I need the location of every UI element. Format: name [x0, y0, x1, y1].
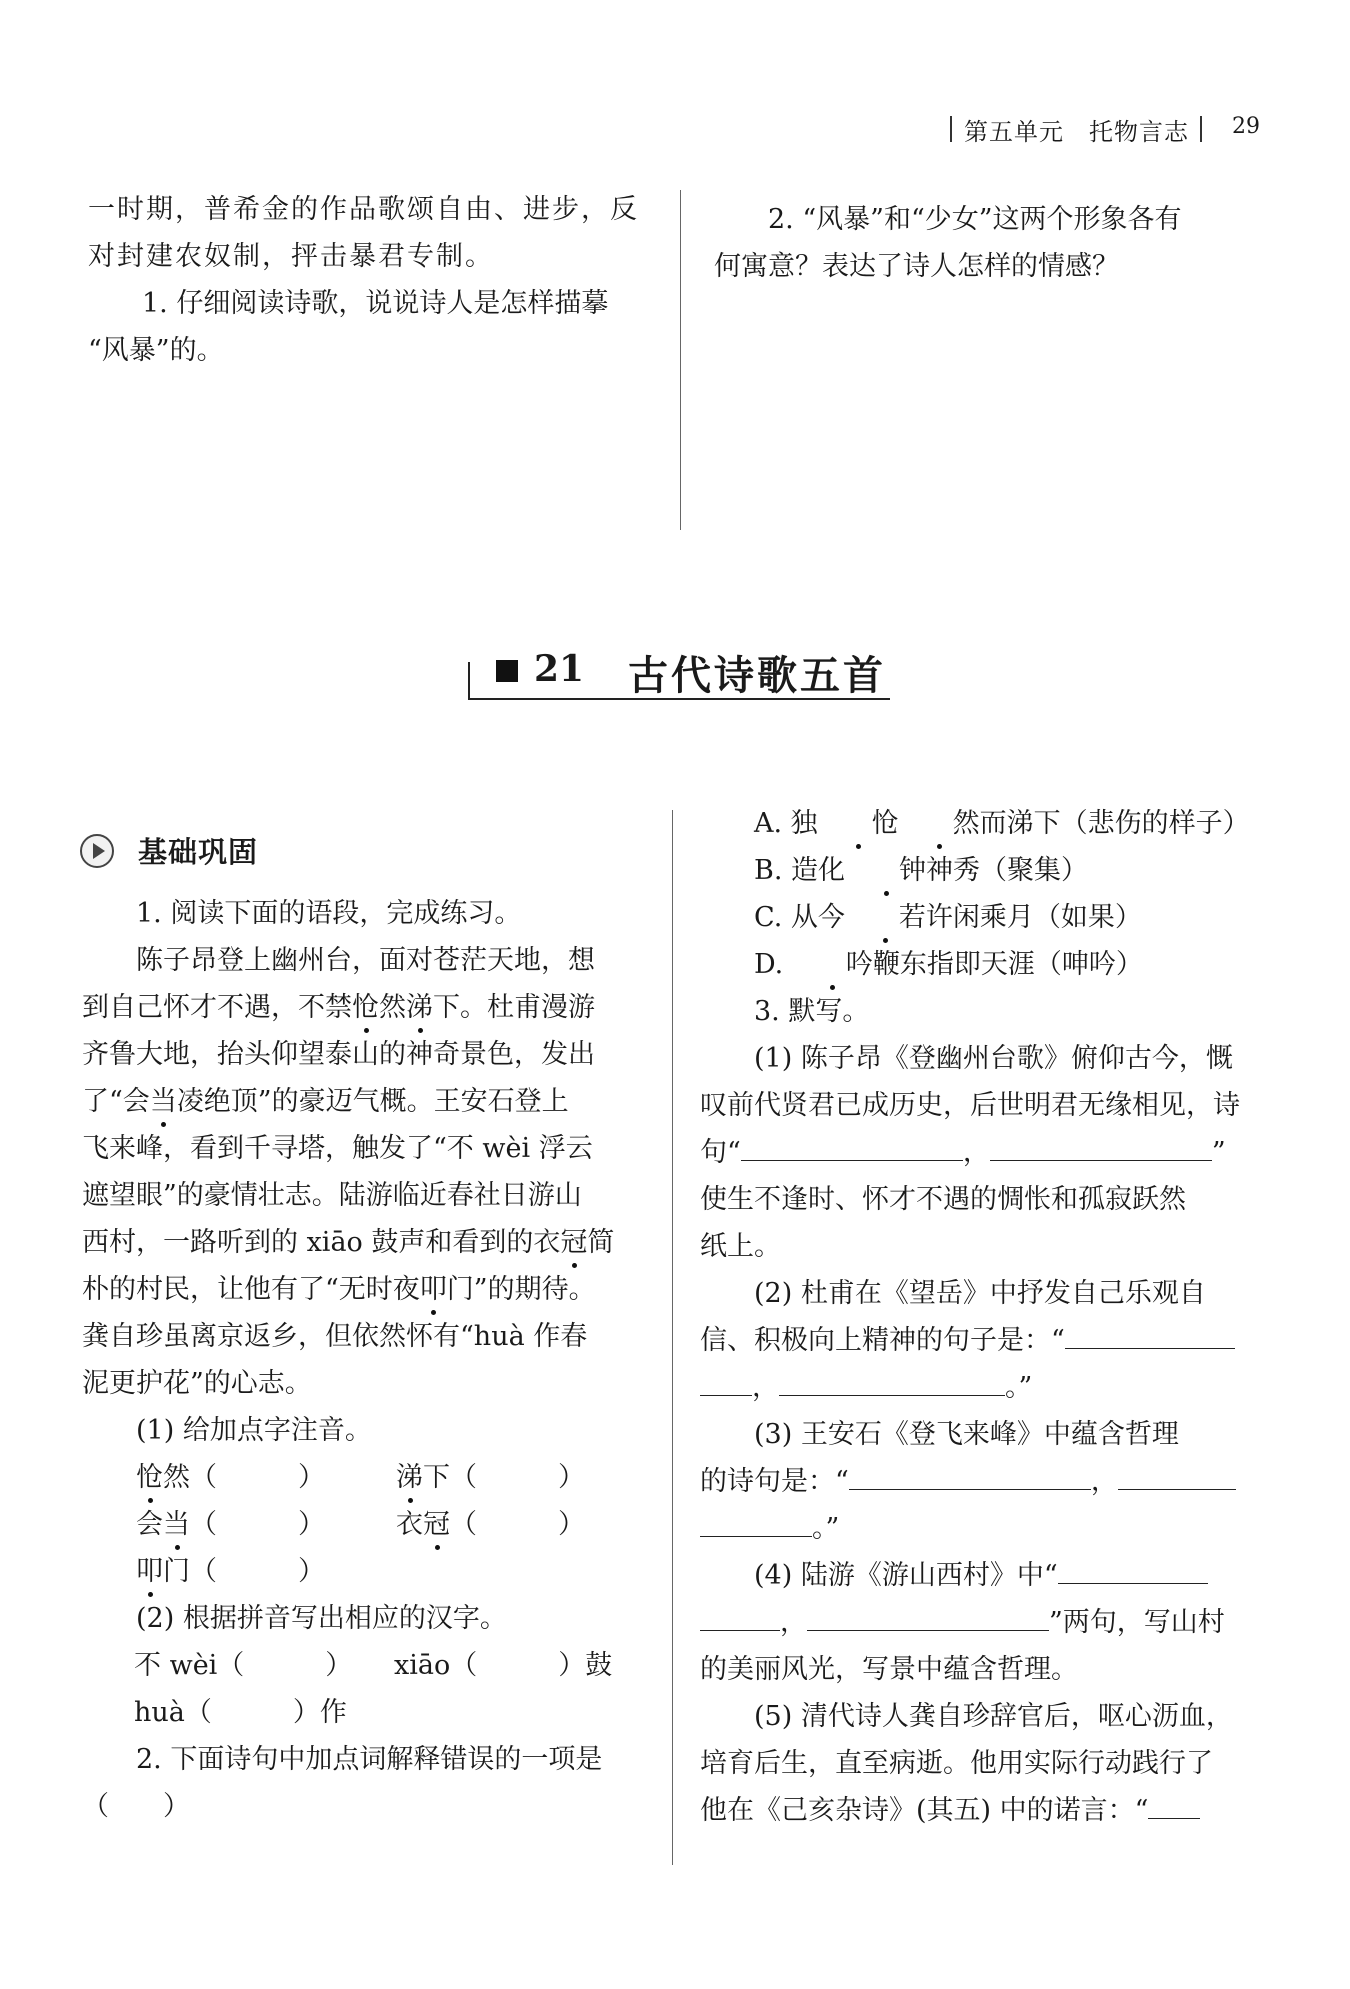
fill-blank[interactable] — [849, 1461, 1091, 1490]
text: 的诗句是：“ — [700, 1466, 849, 1497]
text: ” — [1211, 1137, 1226, 1168]
text-line: “风暴”的。 — [88, 335, 224, 366]
text: 朴的村民，让他有了“无时夜 — [82, 1274, 420, 1305]
play-circle-icon — [80, 834, 114, 868]
text: 了“会 — [82, 1086, 150, 1117]
text-line: 培育后生，直至病逝。他用实际行动践行了 — [700, 1748, 1213, 1779]
fill-line — [700, 1129, 1290, 1176]
fill-line — [700, 1787, 1290, 1834]
fill-line — [700, 1458, 1290, 1505]
passage-line — [82, 1078, 662, 1125]
text-line: (3) 王安石《登飞来峰》中蕴含哲理 — [754, 1419, 1179, 1450]
chapter-heading — [468, 640, 888, 700]
fill-blank[interactable] — [1058, 1555, 1208, 1584]
passage-line: 龚自珍虽离京返乡，但依然怀有“huà 作春 — [82, 1321, 588, 1352]
fill-blank[interactable] — [700, 1367, 752, 1396]
sub-question-2: (2) 根据拼音写出相应的汉字。 — [136, 1603, 507, 1634]
text: 简 — [587, 1227, 615, 1258]
exercise-2: 2. 下面诗句中加点词解释错误的一项是 — [136, 1744, 603, 1775]
unit-title: 第五单元 托物言志 — [964, 118, 1189, 146]
pinyin-row — [82, 1454, 662, 1501]
answer-slot[interactable]: 然（ ） — [163, 1462, 325, 1493]
dotted-char: 然 — [899, 800, 980, 847]
option-a — [700, 800, 1290, 847]
dotted-char: 当 — [163, 1501, 190, 1548]
text-line: 的美丽风光，写景中蕴含哲理。 — [700, 1654, 1078, 1685]
fill-line — [700, 1599, 1290, 1646]
text: ， — [780, 1607, 807, 1638]
text-line: 使生不逢时、怀才不遇的惆怅和孤寂跃然 — [700, 1184, 1186, 1215]
text: 门”的期待。 — [446, 1274, 596, 1305]
fill-line — [700, 1364, 1290, 1411]
fill-blank[interactable] — [1148, 1790, 1200, 1819]
fill-line — [700, 1552, 1290, 1599]
chapter-title: 古代诗歌五首 — [628, 652, 886, 699]
text-line: 对封建农奴制，抨击暴君专制。 — [88, 241, 494, 272]
answer-slot[interactable]: 不 wèi（ ） — [134, 1650, 353, 1681]
fill-blank[interactable] — [741, 1132, 963, 1161]
option-c — [700, 894, 1290, 941]
answer-paren[interactable]: （ ） — [82, 1791, 190, 1822]
text-line: (2) 杜甫在《望岳》中抒发自己乐观自 — [754, 1278, 1206, 1309]
fill-blank[interactable] — [990, 1132, 1212, 1161]
passage-line: 齐鲁大地，抬头仰望泰山的神奇景色，发出 — [82, 1039, 595, 1070]
passage-line — [82, 1266, 662, 1313]
phonetic-item — [136, 1548, 325, 1595]
text: 而涕下（悲伤的样子） — [979, 808, 1250, 839]
question-2: 2. “风暴”和“少女”这两个形象各有 — [768, 204, 1182, 235]
text: 信、积极向上精神的句子是：“ — [700, 1325, 1065, 1356]
text: 。” — [1005, 1372, 1033, 1403]
text-line: 纸上。 — [700, 1231, 781, 1262]
text-line: (1) 陈子昂《登幽州台歌》俯仰古今，慨 — [754, 1043, 1233, 1074]
fill-line — [700, 1317, 1290, 1364]
dotted-char: 涕 — [396, 1454, 423, 1501]
pinyin-row — [82, 1548, 662, 1595]
dotted-char: 怆 — [352, 984, 379, 1031]
square-bullet-icon — [496, 660, 518, 682]
text: B. 造化 — [754, 855, 846, 886]
left-column — [82, 890, 662, 1830]
text: 许闲乘月（如果） — [925, 902, 1142, 933]
text: ， — [1090, 1466, 1118, 1497]
fill-blank[interactable] — [1065, 1320, 1235, 1349]
text: 会 — [136, 1509, 163, 1540]
text: 。” — [812, 1513, 840, 1544]
fill-line — [700, 1505, 1290, 1552]
fill-blank[interactable] — [807, 1602, 1049, 1631]
header-divider — [1200, 116, 1202, 142]
passage-line: 陈子昂登上幽州台，面对苍茫天地，想 — [136, 945, 595, 976]
hanzi-row — [82, 1689, 662, 1736]
phonetic-item — [396, 1454, 585, 1501]
dotted-char: 怆 — [136, 1454, 163, 1501]
text: 然 — [379, 992, 406, 1023]
text: 句“ — [700, 1137, 741, 1168]
dotted-char: 叩 — [136, 1548, 163, 1595]
passage-line — [82, 1219, 662, 1266]
dotted-char: 若 — [845, 894, 926, 941]
passage-line: 泥更护花”的心志。 — [82, 1368, 312, 1399]
hanzi-row — [82, 1642, 662, 1689]
text: 凌绝顶”的豪迈气概。王安石登上 — [176, 1086, 569, 1117]
top-right-column — [714, 196, 1294, 290]
fill-blank[interactable] — [779, 1367, 1005, 1396]
dotted-char: 吟 — [792, 941, 873, 988]
text: 下。杜甫漫游 — [433, 992, 595, 1023]
text: A. 独 — [754, 808, 818, 839]
exercise-1: 1. 阅读下面的语段，完成练习。 — [136, 898, 522, 929]
phonetic-item — [136, 1501, 325, 1548]
text: 到自己怀才不遇，不禁 — [82, 992, 352, 1023]
pinyin-row — [82, 1501, 662, 1548]
dotted-char: 钟 — [845, 847, 926, 894]
text: 神秀（聚集） — [926, 855, 1089, 886]
header-divider — [950, 116, 952, 142]
text-line: 一时期，普希金的作品歌颂自由、进步，反 — [88, 194, 639, 225]
text-line: 叹前代贤君已成历史，后世明君无缘相见，诗 — [700, 1090, 1240, 1121]
text: 鞭东指即天涯（呻吟） — [872, 949, 1143, 980]
option-d — [700, 941, 1290, 988]
dotted-char: 冠 — [423, 1501, 450, 1548]
answer-slot[interactable]: huà（ ）作 — [134, 1697, 347, 1728]
text: C. 从今 — [754, 902, 845, 933]
dotted-char: 怆 — [818, 800, 899, 847]
phonetic-item — [396, 1501, 585, 1548]
dotted-char: 叩 — [420, 1266, 447, 1313]
top-left-column — [88, 186, 668, 374]
passage-line: 飞来峰，看到千寻塔，触发了“不 wèi 浮云 — [82, 1133, 593, 1164]
answer-slot[interactable]: xiāo（ ）鼓 — [394, 1650, 613, 1681]
dotted-char: 冠 — [560, 1219, 587, 1266]
dotted-char: 当 — [150, 1078, 177, 1125]
answer-slot[interactable]: （ ） — [190, 1509, 325, 1540]
answer-slot[interactable]: （ ） — [450, 1509, 585, 1540]
fill-blank[interactable] — [700, 1508, 812, 1537]
passage-line — [82, 984, 662, 1031]
phonetic-item — [136, 1454, 325, 1501]
answer-slot[interactable]: 门（ ） — [163, 1556, 325, 1587]
text: 他在《己亥杂诗》(其五) 中的诺言：“ — [700, 1795, 1149, 1826]
section-label: 基础巩固 — [138, 835, 259, 869]
column-divider — [672, 810, 673, 1865]
text: (4) 陆游《游山西村》中“ — [754, 1560, 1058, 1591]
text: ， — [752, 1372, 779, 1403]
fill-blank[interactable] — [1118, 1461, 1236, 1490]
question-1: 1. 仔细阅读诗歌，说说诗人是怎样描摹 — [142, 288, 609, 319]
text-line: 何寓意？表达了诗人怎样的情感？ — [714, 251, 1119, 282]
text: ”两句，写山村 — [1049, 1607, 1225, 1638]
running-header — [950, 112, 1280, 152]
page-number: 29 — [1232, 114, 1260, 139]
text: 西村，一路听到的 xiāo 鼓声和看到的衣 — [82, 1227, 561, 1258]
fill-blank[interactable] — [700, 1602, 780, 1631]
text: ， — [962, 1137, 990, 1168]
option-b — [700, 847, 1290, 894]
passage-line: 遮望眼”的豪情壮志。陆游临近春社日游山 — [82, 1180, 582, 1211]
chapter-number: 21 — [534, 648, 585, 690]
exercise-3: 3. 默写。 — [754, 996, 870, 1027]
sub-question-1: (1) 给加点字注音。 — [136, 1415, 372, 1446]
text-line: (5) 清代诗人龚自珍辞官后，呕心沥血， — [754, 1701, 1233, 1732]
text: D. — [754, 949, 792, 980]
dotted-char: 涕 — [406, 984, 433, 1031]
column-divider — [680, 190, 681, 530]
text: 衣 — [396, 1509, 423, 1540]
answer-slot[interactable]: 下（ ） — [423, 1462, 585, 1493]
right-column — [700, 800, 1290, 1834]
